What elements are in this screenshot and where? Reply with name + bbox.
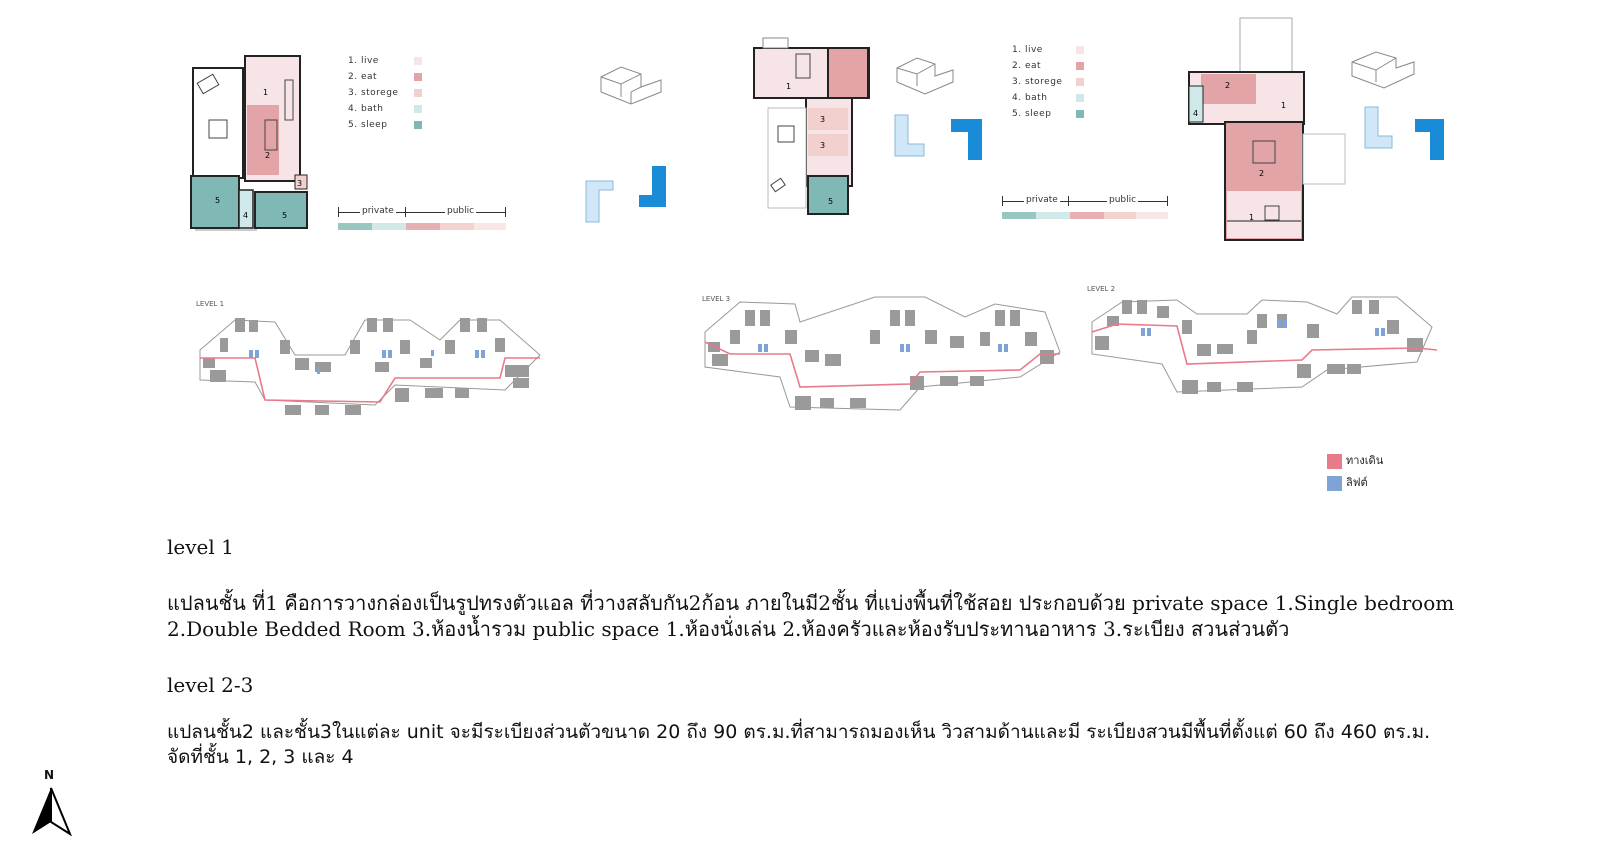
- massing-plan-light-1: [585, 180, 615, 225]
- site-plan-level-2-label: LEVEL 2: [1087, 285, 1116, 293]
- svg-text:1: 1: [786, 82, 792, 91]
- site-plan-level-2: [1087, 292, 1442, 412]
- paragraph-level-2-3: [167, 720, 1567, 770]
- legend-item: 3. storege: [348, 85, 428, 101]
- paragraph-level-2-3-line-1: แปลนชั้น2 และชั้น3ในแต่ละ unit จะมีระเบียงส่วนตัวขนาด 20 ถึง 90 ตร.ม.ที่สามารถมองเห็น วิวสามด้านและมี ระเบียงสวนมีพื้นที่ตั้งแต่ 60 ถึง 460 ตร.ม.: [167, 721, 1431, 743]
- massing-plan-light-2: [894, 114, 926, 159]
- privacy-scale-1: [338, 205, 508, 235]
- svg-text:5: 5: [215, 196, 221, 205]
- legend-swatch: [1076, 110, 1084, 118]
- legend-item: 2. eat: [1012, 58, 1092, 74]
- svg-text:2: 2: [1259, 169, 1265, 178]
- site-plan-level-3: [700, 292, 1070, 422]
- svg-text:3: 3: [297, 179, 303, 188]
- svg-text:2: 2: [265, 151, 271, 160]
- legend-1: [348, 53, 428, 133]
- svg-text:1: 1: [263, 88, 269, 97]
- legend-item: 5. sleep: [348, 117, 428, 133]
- legend-swatch: [414, 105, 422, 113]
- unit-plan-2: [748, 36, 873, 216]
- legend-swatch: [1076, 94, 1084, 102]
- svg-text:1: 1: [1281, 101, 1287, 110]
- legend-swatch: [1076, 46, 1084, 54]
- paragraph-level-2-3-line-2: จัดที่ชั้น 1, 2, 3 และ 4: [167, 746, 354, 768]
- svg-text:5: 5: [282, 211, 288, 220]
- legend-item: 4. bath: [348, 101, 428, 117]
- circulation-legend-walkway: [1327, 451, 1383, 473]
- legend-item: 1. live: [1012, 42, 1092, 58]
- svg-text:3: 3: [820, 115, 826, 124]
- legend-item: 4. bath: [1012, 90, 1092, 106]
- massing-axon-3: [1348, 48, 1418, 90]
- walkway-swatch: [1327, 454, 1342, 469]
- scale-private-label: private: [362, 206, 394, 216]
- svg-text:4: 4: [1193, 109, 1199, 118]
- svg-text:5: 5: [828, 197, 834, 206]
- site-plan-level-1: [195, 310, 545, 430]
- lift-label: ลิฟต์: [1346, 476, 1368, 489]
- unit-plan-1: [185, 50, 320, 245]
- massing-plan-dark-2: [950, 118, 984, 162]
- scale-private-label: private: [1026, 195, 1058, 205]
- heading-level-1: level 1: [167, 535, 234, 559]
- massing-axon-2: [893, 54, 958, 96]
- massing-plan-dark-3: [1414, 118, 1446, 162]
- svg-text:3: 3: [820, 141, 826, 150]
- circulation-legend-lift: [1327, 473, 1383, 495]
- legend-item: 3. storege: [1012, 74, 1092, 90]
- paragraph-level-1-line-2: 2.Double Bedded Room 3.ห้องน้ำรวม public space 1.ห้องนั่งเล่น 2.ห้องครัวและห้องรับประทานอาหาร 3.ระเบียง สวนส่วนตัว: [167, 617, 1290, 641]
- legend-swatch: [414, 89, 422, 97]
- scale-public-label: public: [447, 206, 475, 216]
- legend-item: 2. eat: [348, 69, 428, 85]
- heading-level-2-3: level 2-3: [167, 673, 254, 697]
- site-plan-level-3-label: LEVEL 3: [702, 295, 731, 303]
- walkway-label: ทางเดิน: [1346, 454, 1384, 467]
- legend-swatch: [414, 121, 422, 129]
- svg-text:1: 1: [1249, 213, 1255, 222]
- north-arrow-icon: [30, 786, 72, 836]
- legend-swatch: [1076, 62, 1084, 70]
- privacy-scale-2: [1002, 194, 1172, 224]
- legend-item: 1. live: [348, 53, 428, 69]
- north-label: N: [44, 768, 55, 782]
- massing-axon-1: [596, 62, 666, 107]
- svg-text:2: 2: [1225, 81, 1231, 90]
- legend-2: [1012, 42, 1092, 122]
- massing-plan-dark-1: [638, 165, 670, 210]
- north-arrow: [28, 768, 74, 840]
- legend-swatch: [414, 57, 422, 65]
- scale-public-label: public: [1109, 195, 1137, 205]
- legend-swatch: [1076, 78, 1084, 86]
- site-plan-level-1-label: LEVEL 1: [196, 300, 225, 308]
- unit-plan-3: [1185, 16, 1350, 244]
- lift-swatch: [1327, 476, 1342, 491]
- legend-item: 5. sleep: [1012, 106, 1092, 122]
- legend-swatch: [414, 73, 422, 81]
- paragraph-level-1-line-1: แปลนชั้น ที่1 คือการวางกล่องเป็นรูปทรงตัวแอล ที่วางสลับกัน2ก้อน ภายในมี2ชั้น ที่แบ่งพื้นที่ใช้สอย ประกอบด้วย private space 1.Single bedroom: [167, 591, 1455, 615]
- massing-plan-light-3: [1364, 106, 1394, 150]
- circulation-legend: [1327, 451, 1383, 495]
- paragraph-level-1: [167, 590, 1567, 642]
- svg-text:4: 4: [243, 211, 249, 220]
